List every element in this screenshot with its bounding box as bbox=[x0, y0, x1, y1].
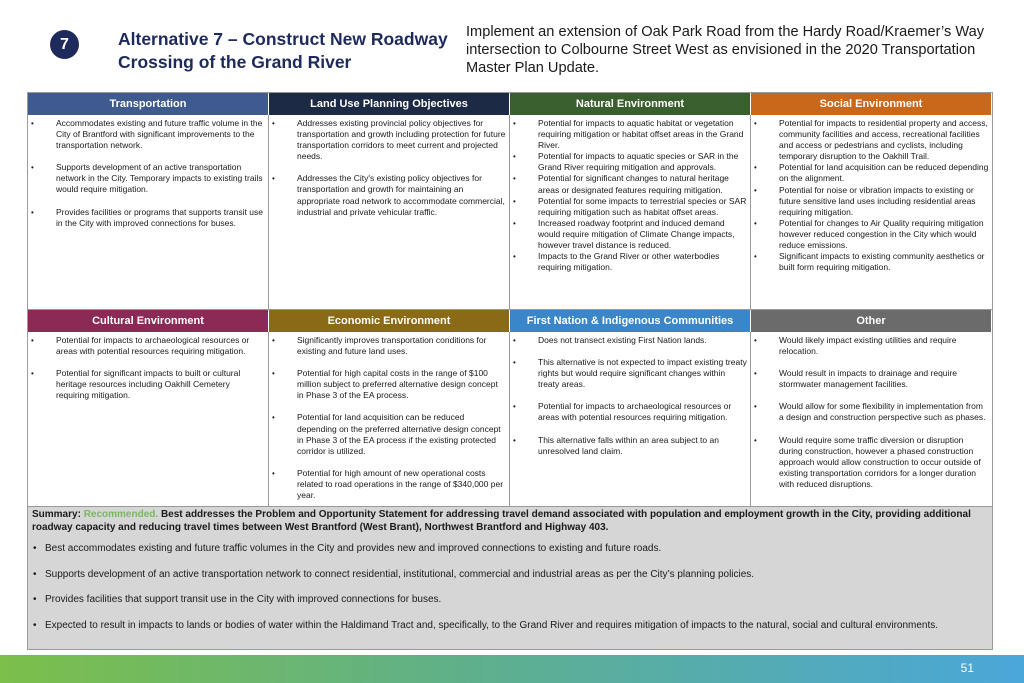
header-transportation: Transportation bbox=[28, 93, 269, 115]
list-item: • Potential for significant changes to natural heritage areas or designated features requiring mitigation. bbox=[510, 173, 747, 195]
list-item: • Would likely impact existing utilities and require relocation. bbox=[751, 335, 989, 357]
list-item: • Would allow for some flexibility in implementation from a design and construction perspective such as phases. bbox=[751, 401, 989, 423]
list-item: • Potential for land acquisition can be reduced depending on the alignment. bbox=[751, 162, 989, 184]
header-first-nation: First Nation & Indigenous Communities bbox=[510, 310, 751, 332]
alternative-number-badge: 7 bbox=[50, 30, 79, 59]
list-item: • Would require some traffic diversion or disruption during construction, however a phased construction approach would allow construction to occur outside of existing transportation corridors for a longer duration with reduced disruptions. bbox=[751, 435, 989, 490]
list-item: • Potential for noise or vibration impacts to existing or future sensitive land uses including residential areas requiring mitigation. bbox=[751, 185, 989, 218]
header-land-use: Land Use Planning Objectives bbox=[269, 93, 510, 115]
list-item: • Potential for land acquisition can be reduced depending on the preferred alternative design concept in Phase 3 of the EA process if the existing protected corridor is utilized. bbox=[269, 412, 506, 456]
list-item: • Significant impacts to existing community aesthetics or built form requiring mitigation. bbox=[751, 251, 989, 273]
cell-other bbox=[751, 332, 992, 507]
cell-cultural-environment bbox=[28, 332, 269, 507]
list-item: • Potential for impacts to aquatic habitat or vegetation requiring mitigation or habitat offset areas in the Grand River. bbox=[510, 118, 747, 151]
header-social-environment: Social Environment bbox=[751, 93, 992, 115]
cell-first-nation bbox=[510, 332, 751, 507]
cell-transportation bbox=[28, 115, 269, 310]
header-cultural-environment: Cultural Environment bbox=[28, 310, 269, 332]
evaluation-table bbox=[27, 92, 993, 508]
alternative-description: Implement an extension of Oak Park Road from the Hardy Road/Kraemer’s Way intersection to Colbourne Street West as envisioned in the 2020 Transportation Master Plan Update. bbox=[466, 24, 985, 76]
summary-list bbox=[32, 543, 986, 631]
list-item: • Potential for impacts to archaeological resources or areas with potential resources requiring mitigation. bbox=[510, 401, 747, 423]
cell-land-use bbox=[269, 115, 510, 310]
list-item: • Best accommodates existing and future traffic volumes in the City and provides new and improved connections to existing and future roads. bbox=[32, 543, 986, 555]
header-economic-environment: Economic Environment bbox=[269, 310, 510, 332]
list-item: • Does not transect existing First Nation lands. bbox=[510, 335, 747, 346]
list-item: • Addresses existing provincial policy objectives for transportation and growth including protection for future transportation corridors to meet current and projected needs. bbox=[269, 118, 506, 162]
list-item: • Significantly improves transportation conditions for existing and future land uses. bbox=[269, 335, 506, 357]
list-item: • Potential for significant impacts to built or cultural heritage resources including Oakhill Cemetery requiring mitigation. bbox=[28, 368, 265, 401]
list-item: • Potential for high amount of new operational costs related to road operations in the range of $340,000 per year. bbox=[269, 468, 506, 501]
list-item: • Would result in impacts to drainage and require stormwater management facilities. bbox=[751, 368, 989, 390]
list-item: • Potential for impacts to residential property and access, community facilities and access, recreational facilities and access or pedestrians and cyclists, including temporary disruption to the Oakhill Trail. bbox=[751, 118, 989, 162]
header-natural-environment: Natural Environment bbox=[510, 93, 751, 115]
recommended-label: Recommended. bbox=[83, 509, 159, 520]
list-item: • Potential for high capital costs in the range of $100 million subject to preferred alternative design concept in Phase 3 of the EA process. bbox=[269, 368, 506, 401]
list-item: • Impacts to the Grand River or other waterbodies requiring mitigation. bbox=[510, 251, 747, 273]
cell-social-environment bbox=[751, 115, 992, 310]
summary-label: Summary: bbox=[32, 509, 81, 520]
list-item: • Provides facilities or programs that supports transit use in the City with improved connections for buses. bbox=[28, 207, 265, 229]
list-item: • Accommodates existing and future traffic volume in the City of Brantford with significant improvements to the transportation network. bbox=[28, 118, 265, 151]
page-number: 51 bbox=[960, 661, 974, 675]
list-item: • Potential for impacts to aquatic species or SAR in the Grand River requiring mitigation and approvals. bbox=[510, 151, 747, 173]
summary-box bbox=[27, 507, 993, 650]
page-title: Alternative 7 – Construct New Roadway Crossing of the Grand River bbox=[118, 29, 448, 72]
list-item: • This alternative is not expected to impact existing treaty rights but would require significant changes within treaty areas. bbox=[510, 357, 747, 390]
list-item: • Expected to result in impacts to lands or bodies of water within the Haldimand Tract and, specifically, to the Grand River and requires mitigation of impacts to the natural, social and cultural environments. bbox=[32, 620, 986, 632]
summary-statement bbox=[32, 509, 986, 534]
list-item: • Supports development of an active transportation network to connect residential, institutional, commercial and industrial areas as per the City’s planning policies. bbox=[32, 569, 986, 581]
list-item: • Potential for impacts to archaeological resources or areas with potential resources requiring mitigation. bbox=[28, 335, 265, 357]
list-item: • Addresses the City's existing policy objectives for transportation and growth for maintaining an appropriate road network to accommodate commercial, industrial and private vehicular traffic. bbox=[269, 173, 506, 217]
list-item: • Provides facilities that support transit use in the City with improved connections for buses. bbox=[32, 594, 986, 606]
summary-text: Best addresses the Problem and Opportunity Statement for addressing travel demand associated with population and employment growth in the City, providing additional roadway capacity and reducing travel times between West Brantford (West Brant), Northwest Brantford and Highway 403. bbox=[32, 509, 971, 533]
list-item: • This alternative falls within an area subject to an unresolved land claim. bbox=[510, 435, 747, 457]
footer-gradient-bar bbox=[0, 655, 1024, 683]
cell-natural-environment bbox=[510, 115, 751, 310]
list-item: • Potential for some impacts to terrestrial species or SAR requiring mitigation such as habitat offset areas. bbox=[510, 196, 747, 218]
cell-economic-environment bbox=[269, 332, 510, 507]
list-item: • Potential for changes to Air Quality requiring mitigation however reduced congestion in the City which would reduce emissions. bbox=[751, 218, 989, 251]
list-item: • Increased roadway footprint and induced demand would require mitigation of Climate Change impacts, however travel distance is reduced. bbox=[510, 218, 747, 251]
list-item: • Supports development of an active transportation network in the City. Temporary impacts to existing trails would require mitigation. bbox=[28, 162, 265, 195]
header-other: Other bbox=[751, 310, 992, 332]
